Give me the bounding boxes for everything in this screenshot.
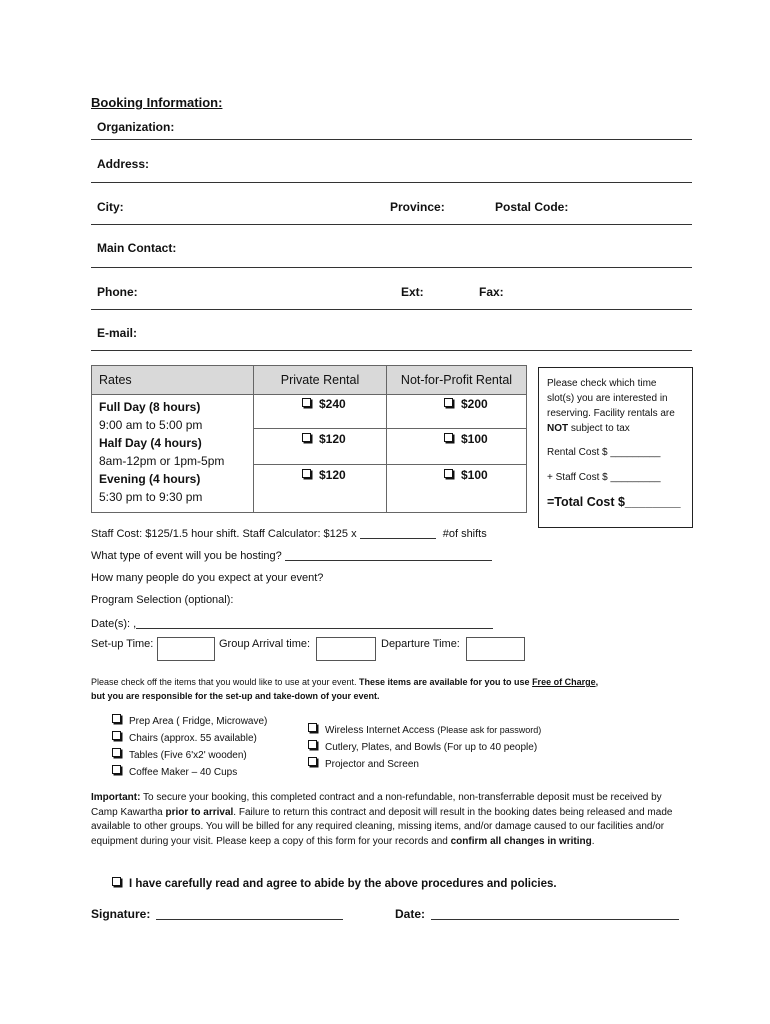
departure-time-label: Departure Time: — [381, 638, 460, 650]
rate-name: Full Day (8 hours) — [99, 400, 201, 414]
staff-cost[interactable]: + Staff Cost $ _________ — [547, 472, 661, 483]
price: $200 — [461, 397, 488, 411]
rates-header: Rates — [92, 366, 254, 395]
rates-body-row — [92, 395, 527, 513]
ext-label: Ext: — [401, 285, 424, 299]
item-note: (Please ask for password) — [437, 725, 542, 735]
free-of-charge: Free of Charge — [532, 677, 596, 687]
rate-time: 9:00 am to 5:00 pm — [99, 418, 203, 432]
phone-field[interactable] — [91, 309, 692, 310]
city-label: City: — [97, 200, 124, 214]
checkbox-icon[interactable] — [112, 748, 121, 757]
item-label: Projector and Screen — [325, 759, 419, 770]
city-province-postal-field[interactable] — [91, 224, 692, 225]
organization-label: Organization: — [97, 120, 175, 134]
main-contact-label: Main Contact: — [97, 241, 177, 255]
nonprofit-half-day[interactable] — [387, 429, 526, 465]
staff-calculator-text: Staff Cost: $125/1.5 hour shift. Staff Calculator: $125 x — [91, 528, 357, 540]
rental-cost[interactable]: Rental Cost $ _________ — [547, 447, 661, 458]
items-left-list — [112, 713, 267, 781]
cost-summary-box — [538, 367, 693, 528]
date-row — [395, 907, 679, 921]
signature-field[interactable] — [156, 908, 343, 920]
price: $120 — [319, 432, 346, 446]
rate-half-day — [99, 434, 253, 470]
important-label: Important: — [91, 792, 141, 803]
important-text: To secure your booking, this completed contract and a non-refundable, non-transferrable deposit must be received by Camp Kawartha — [91, 792, 662, 818]
checkbox-icon[interactable] — [308, 757, 317, 766]
rate-evening — [99, 470, 253, 506]
items-right-list — [308, 722, 541, 773]
setup-time-input[interactable] — [157, 637, 215, 661]
rate-time: 8am-12pm or 1pm-5pm — [99, 454, 225, 468]
private-prices-cell — [254, 395, 387, 513]
items-intro-responsibility: but you are responsible for the set-up and take-down of your event. — [91, 691, 380, 701]
rate-time: 5:30 pm to 9:30 pm — [99, 490, 203, 504]
checkbox-icon[interactable] — [444, 433, 453, 442]
price: $240 — [319, 397, 346, 411]
agreement-text: I have carefully read and agree to abide by the above procedures and policies. — [129, 878, 557, 890]
rates-table — [91, 365, 527, 513]
checkbox-icon[interactable] — [444, 398, 453, 407]
organization-field[interactable] — [91, 139, 692, 140]
checkbox-icon[interactable] — [302, 433, 311, 442]
main-contact-field[interactable] — [91, 267, 692, 268]
checkbox-icon[interactable] — [112, 731, 121, 740]
price: $120 — [319, 468, 346, 482]
address-label: Address: — [97, 157, 150, 171]
timeslot-note-bold: NOT — [547, 423, 569, 434]
email-field[interactable] — [91, 350, 692, 351]
items-intro-comma: , — [595, 677, 599, 687]
private-evening[interactable] — [254, 465, 386, 511]
price: $100 — [461, 468, 488, 482]
item-tables[interactable] — [112, 747, 267, 764]
date-label: Date: — [395, 907, 426, 921]
agreement-checkbox[interactable] — [112, 877, 557, 890]
province-label: Province: — [390, 200, 445, 214]
event-type-label: What type of event will you be hosting? — [91, 550, 282, 562]
checkbox-icon[interactable] — [112, 877, 121, 886]
timeslot-note-text-end: subject to tax — [568, 423, 630, 434]
important-bold-arrival: prior to arrival — [165, 806, 234, 818]
rates-header-row — [92, 366, 527, 395]
important-bold-confirm: confirm all changes in writing — [450, 835, 592, 847]
checkbox-icon[interactable] — [112, 765, 121, 774]
items-intro — [91, 675, 691, 703]
private-full-day[interactable] — [254, 395, 386, 429]
postal-code-label: Postal Code: — [495, 200, 569, 214]
private-rental-header: Private Rental — [254, 366, 387, 395]
shifts-field[interactable] — [360, 527, 436, 539]
nonprofit-evening[interactable] — [387, 465, 526, 511]
checkbox-icon[interactable] — [302, 398, 311, 407]
rate-name: Half Day (4 hours) — [99, 436, 202, 450]
date-field[interactable] — [431, 908, 679, 920]
item-prep-area[interactable] — [112, 713, 267, 730]
checkbox-icon[interactable] — [308, 740, 317, 749]
important-text-end: . — [591, 835, 595, 847]
item-label: Cutlery, Plates, and Bowls (For up to 40 people) — [325, 742, 538, 753]
item-label: Wireless Internet Access — [325, 725, 438, 736]
email-label: E-mail: — [97, 326, 138, 340]
program-question: Program Selection (optional): — [91, 594, 234, 606]
fax-label: Fax: — [479, 285, 504, 299]
item-coffee-maker[interactable] — [112, 764, 267, 781]
item-cutlery[interactable] — [308, 739, 541, 756]
event-type-field[interactable] — [285, 549, 492, 561]
items-intro-text: Please check off the items that you would like to use at your event. — [91, 677, 359, 687]
checkbox-icon[interactable] — [444, 469, 453, 478]
address-field[interactable] — [91, 182, 692, 183]
total-cost[interactable]: =Total Cost $________ — [547, 495, 681, 509]
setup-time-label: Set-up Time: — [91, 638, 154, 650]
timeslot-note — [547, 376, 684, 436]
timeslot-note-text: Please check which time slot(s) you are interested in reserving. Facility rentals are — [547, 378, 675, 419]
item-wireless-internet[interactable] — [308, 722, 541, 739]
checkbox-icon[interactable] — [112, 714, 121, 723]
important-text-2: . Failure to return this contract and deposit will result in the booking dates being released and made available to other groups. You will be billed for any required cleaning, missing items, and/or damage caused to our facilities and/or equipment during your visit. Please keep a copy of this form for your records and — [91, 806, 673, 847]
item-label: Prep Area ( Fridge, Microwave) — [129, 716, 268, 727]
nonprofit-prices-cell — [387, 395, 527, 513]
item-projector[interactable] — [308, 756, 541, 773]
dates-field[interactable] — [136, 617, 493, 629]
event-type-question — [91, 549, 492, 562]
dates-label: Date(s): , — [91, 618, 137, 630]
nonprofit-rental-header: Not-for-Profit Rental — [387, 366, 527, 395]
page-title: Booking Information: — [91, 95, 223, 110]
rate-name: Evening (4 hours) — [99, 472, 201, 486]
private-half-day[interactable] — [254, 429, 386, 465]
item-label: Chairs (approx. 55 available) — [129, 733, 257, 744]
phone-label: Phone: — [97, 285, 138, 299]
staff-calculator — [91, 527, 487, 540]
item-chairs[interactable] — [112, 730, 267, 747]
item-label: Coffee Maker – 40 Cups — [129, 767, 238, 778]
price: $100 — [461, 432, 488, 446]
signature-label: Signature: — [91, 907, 151, 921]
shifts-label: #of shifts — [442, 528, 487, 540]
important-notice — [91, 791, 689, 849]
arrival-time-input[interactable] — [316, 637, 376, 661]
checkbox-icon[interactable] — [302, 469, 311, 478]
nonprofit-full-day[interactable] — [387, 395, 526, 429]
departure-time-input[interactable] — [466, 637, 525, 661]
item-label: Tables (Five 6'x2' wooden) — [129, 750, 247, 761]
rates-names-cell — [92, 395, 254, 513]
checkbox-icon[interactable] — [308, 723, 317, 732]
signature-row — [91, 907, 343, 921]
people-question: How many people do you expect at your event? — [91, 572, 324, 584]
dates-question — [91, 617, 493, 630]
items-intro-bold: These items are available for you to use — [358, 677, 533, 687]
arrival-time-label: Group Arrival time: — [219, 638, 311, 650]
rate-full-day — [99, 398, 253, 434]
